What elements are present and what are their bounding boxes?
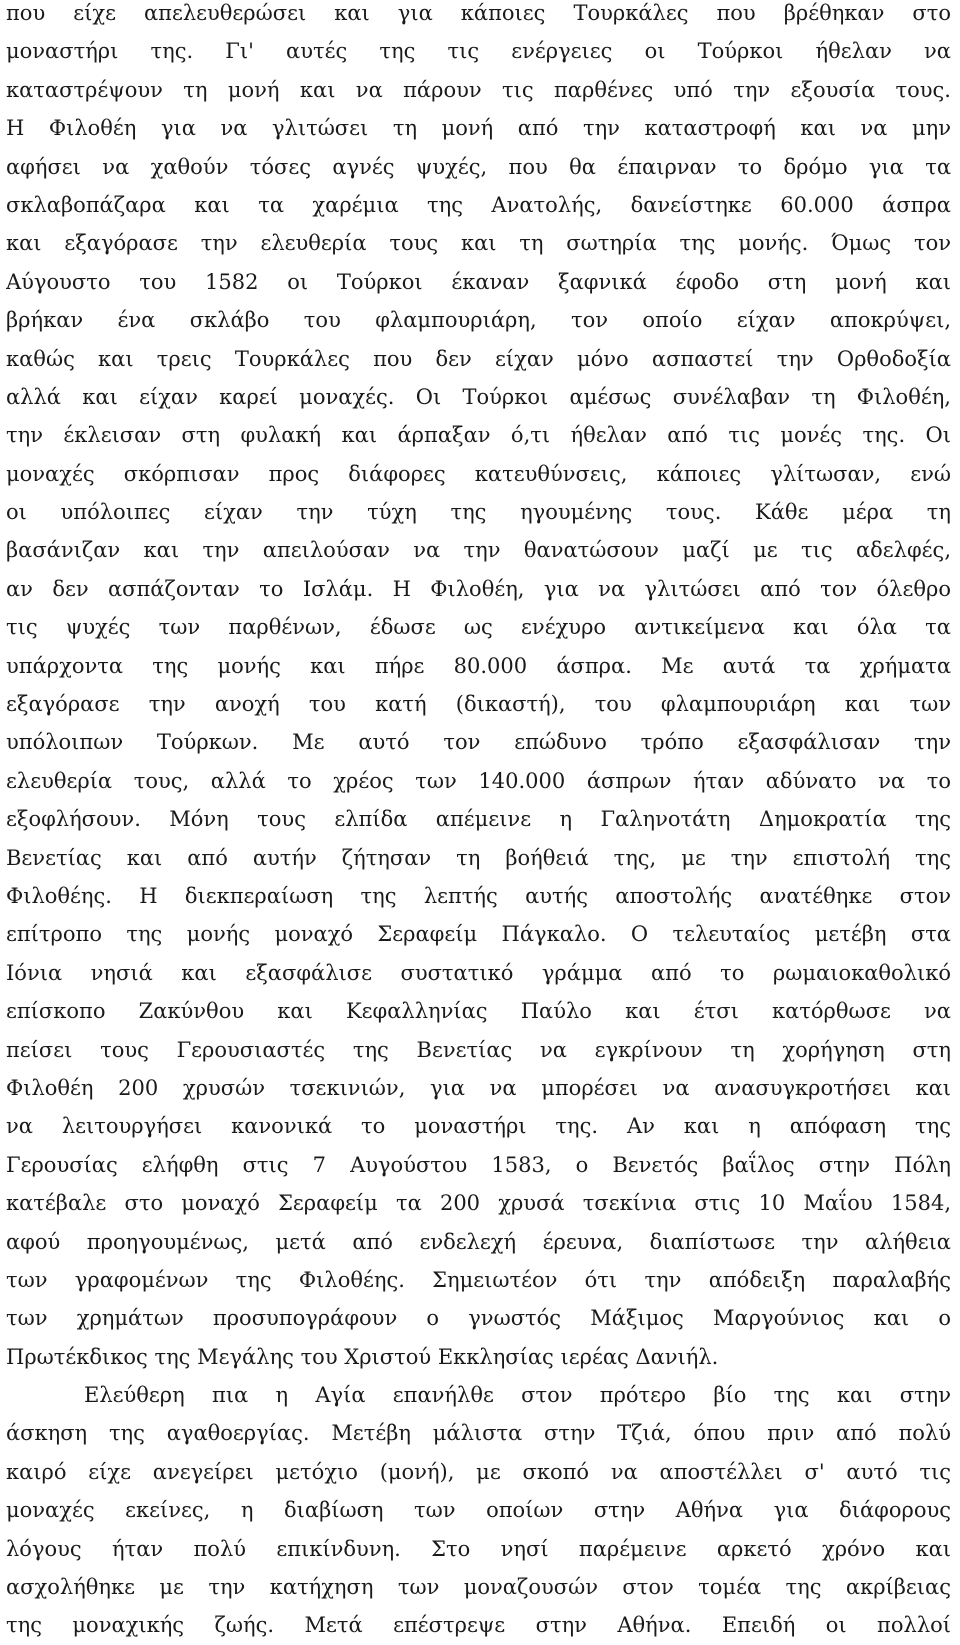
- text-line: μοναστήρι της. Γι' αυτές της τις ενέργειες οι Τούρκοι ήθελαν να: [6, 39, 951, 64]
- text-line: μοναχές σκόρπισαν προς διάφορες κατευθύνσεις, κάποιες γλίτωσαν, ενώ: [6, 461, 951, 486]
- text-line: Βενετίας και από αυτήν ζήτησαν τη βοήθειά της, με την επιστολή της: [6, 845, 951, 870]
- document-page: [6, 0, 951, 1645]
- text-line: επίτροπο της μονής μοναχό Σεραφείμ Πάγκαλο. Ο τελευταίος μετέβη στα: [6, 922, 951, 947]
- text-line: αλλά και είχαν καρεί μοναχές. Οι Τούρκοι αμέσως συνέλαβαν τη Φιλοθέη,: [6, 384, 951, 409]
- text-line: των χρημάτων προσυπογράφουν ο γνωστός Μάξιμος Μαργούνιος και ο: [6, 1306, 951, 1331]
- text-line: Φιλοθέης. Η διεκπεραίωση της λεπτής αυτής αποστολής ανατέθηκε στον: [6, 883, 951, 908]
- text-line: οι υπόλοιπες είχαν την τύχη της ηγουμένης τους. Κάθε μέρα τη: [6, 500, 951, 525]
- text-line: σκλαβοπάζαρα και τα χαρέμια της Ανατολής, δανείστηκε 60.000 άσπρα: [6, 192, 951, 217]
- paragraph-2: [6, 1376, 951, 1645]
- text-line: υπόλοιπων Τούρκων. Με αυτό τον επώδυνο τρόπο εξασφάλισαν την: [6, 730, 951, 755]
- text-line: καταστρέψουν τη μονή και να πάρουν τις παρθένες υπό την εξουσία τους.: [6, 77, 951, 102]
- text-line: επίσκοπο Ζακύνθου και Κεφαλληνίας Παύλο και έτσι κατόρθωσε να: [6, 999, 951, 1024]
- text-line: την έκλεισαν στη φυλακή και άρπαξαν ό,τι ήθελαν από τις μονές της. Οι: [6, 423, 951, 448]
- text-line: των γραφομένων της Φιλοθέης. Σημειωτέον ότι την απόδειξη παραλαβής: [6, 1267, 951, 1292]
- text-line: αν δεν ασπάζονταν το Ισλάμ. Η Φιλοθέη, για να γλιτώσει από τον όλεθρο: [6, 576, 951, 601]
- text-line: και εξαγόρασε την ελευθερία τους και τη σωτηρία της μονής. Όμως τον: [6, 231, 951, 256]
- text-line: βρήκαν ένα σκλάβο του φλαμπουριάρη, τον οποίο είχαν αποκρύψει,: [6, 308, 951, 333]
- text-line: Ιόνια νησιά και εξασφάλισε συστατικό γράμμα από το ρωμαιοκαθολικό: [6, 960, 951, 985]
- paragraph-1: [6, 0, 951, 1376]
- text-line: τις ψυχές των παρθένων, έδωσε ως ενέχυρο αντικείμενα και όλα τα: [6, 615, 951, 640]
- text-line: αφήσει να χαθούν τόσες αγνές ψυχές, που θα έπαιρναν το δρόμο για τα: [6, 154, 951, 179]
- text-line: ασχολήθηκε με την κατήχηση των μοναζουσών στον τομέα της ακρίβειας: [6, 1575, 951, 1600]
- text-line: Γερουσίας ελήφθη στις 7 Αυγούστου 1583, ο Βενετός βαΐλος στην Πόλη: [6, 1152, 951, 1177]
- text-line: άσκηση της αγαθοεργίας. Μετέβη μάλιστα στην Τζιά, όπου πριν από πολύ: [6, 1421, 951, 1446]
- text-line: Η Φιλοθέη για να γλιτώσει τη μονή από την καταστροφή και να μην: [6, 116, 951, 141]
- text-line: καιρό είχε ανεγείρει μετόχιο (μονή), με σκοπό να αποστέλλει σ' αυτό τις: [6, 1459, 951, 1484]
- text-line: λόγους ήταν πολύ επικίνδυνη. Στο νησί παρέμεινε αρκετό χρόνο και: [6, 1536, 951, 1561]
- text-line: Φιλοθέη 200 χρυσών τσεκινιών, για να μπορέσει να ανασυγκροτήσει και: [6, 1075, 951, 1100]
- text-line: Αύγουστο του 1582 οι Τούρκοι έκαναν ξαφνικά έφοδο στη μονή και: [6, 269, 951, 294]
- text-line: Ελεύθερη πια η Αγία επανήλθε στον πρότερο βίο της και στην: [84, 1383, 951, 1408]
- text-line: κατέβαλε στο μοναχό Σεραφείμ τα 200 χρυσά τσεκίνια στις 10 Μαΐου 1584,: [6, 1191, 951, 1216]
- text-line: που είχε απελευθερώσει και για κάποιες Τουρκάλες που βρέθηκαν στο: [6, 1, 951, 25]
- text-line: πείσει τους Γερουσιαστές της Βενετίας να εγκρίνουν τη χορήγηση στη: [6, 1037, 951, 1062]
- text-line: ελευθερία τους, αλλά το χρέος των 140.000 άσπρων ήταν αδύνατο να το: [6, 768, 951, 793]
- text-line: Πρωτέκδικος της Μεγάλης του Χριστού Εκκλησίας ιερέας Δανιήλ.: [6, 1344, 719, 1369]
- text-line: της μοναχικής ζωής. Μετά επέστρεψε στην Αθήνα. Επειδή οι πολλοί: [6, 1613, 951, 1638]
- text-line: εξαγόρασε την ανοχή του κατή (δικαστή), του φλαμπουριάρη και των: [6, 692, 951, 717]
- text-line: καθώς και τρεις Τουρκάλες που δεν είχαν μόνο ασπαστεί την Ορθοδοξία: [6, 346, 951, 371]
- text-line: να λειτουργήσει κανονικά το μοναστήρι της. Αν και η απόφαση της: [6, 1114, 951, 1139]
- text-line: υπάρχοντα της μονής και πήρε 80.000 άσπρα. Με αυτά τα χρήματα: [6, 653, 951, 678]
- text-line: βασάνιζαν και την απειλούσαν να την θανατώσουν μαζί με τις αδελφές,: [6, 538, 951, 563]
- text-line: αφού προηγουμένως, μετά από ενδελεχή έρευνα, διαπίστωσε την αλήθεια: [6, 1229, 951, 1254]
- text-line: μοναχές εκείνες, η διαβίωση των οποίων στην Αθήνα για διάφορους: [6, 1498, 951, 1523]
- text-line: εξοφλήσουν. Μόνη τους ελπίδα απέμεινε η Γαληνοτάτη Δημοκρατία της: [6, 807, 951, 832]
